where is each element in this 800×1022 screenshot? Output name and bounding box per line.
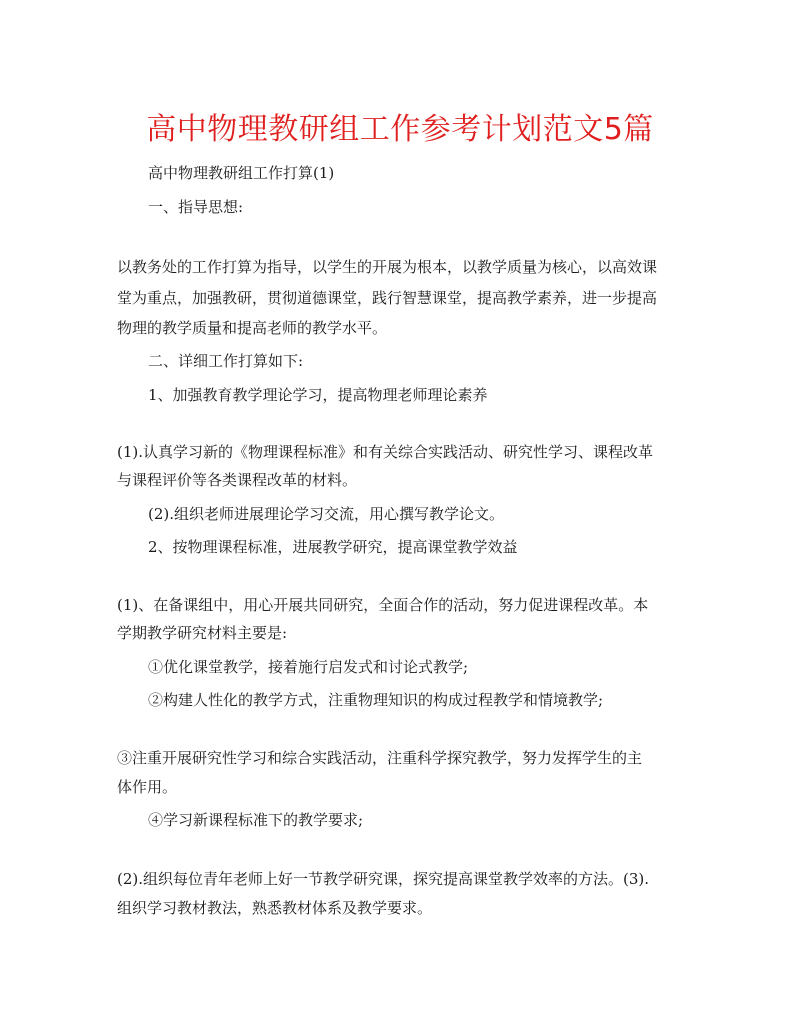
paragraph-line: 高中物理教研组工作打算(1) [148,164,335,182]
paragraph-line: (2).组织每位青年老师上好一节教学研究课，探究提高课堂教学效率的方法。(3). [117,870,650,888]
paragraph-line: (1).认真学习新的《物理课程标准》和有关综合实践活动、研究性学习、课程改革 [117,443,654,461]
paragraph-line: ③注重开展研究性学习和综合实践活动，注重科学探究教学，努力发挥学生的主 [117,749,643,767]
paragraph-line: 组织学习教材教法，熟悉教材体系及教学要求。 [117,899,433,917]
paragraph-line: (2).组织老师进展理论学习交流，用心撰写教学论文。 [148,505,505,523]
document-title: 高中物理教研组工作参考计划范文5篇 [146,112,654,147]
paragraph-line: 学期教学研究材料主要是: [117,624,288,642]
paragraph-line: ④学习新课程标准下的教学要求; [148,811,364,829]
paragraph-line: (1)、在备课组中，用心开展共同研究，全面合作的活动，努力促进课程改革。本 [117,596,649,614]
paragraph-line: ①优化课堂教学，接着施行启发式和讨论式教学; [148,658,469,676]
paragraph-line: 物理的教学质量和提高老师的教学水平。 [117,319,388,337]
paragraph-line: 堂为重点，加强教研，贯彻道德课堂，践行智慧课堂，提高教学素养，进一步提高 [117,289,658,307]
paragraph-line: 1、加强教育教学理论学习，提高物理老师理论素养 [148,386,488,404]
paragraph-line: ②构建人性化的教学方式，注重物理知识的构成过程教学和情境教学; [148,691,604,709]
paragraph-line: 以教务处的工作打算为指导，以学生的开展为根本，以教学质量为核心，以高效课 [117,258,658,276]
paragraph-line: 2、按物理课程标准，进展教学研究，提高课堂教学效益 [148,538,518,556]
paragraph-line: 二、详细工作打算如下: [148,352,304,370]
paragraph-line: 一、指导思想: [148,198,244,216]
paragraph-line: 与课程评价等各类课程改革的材料。 [117,471,358,489]
paragraph-line: 体作用。 [117,778,178,796]
